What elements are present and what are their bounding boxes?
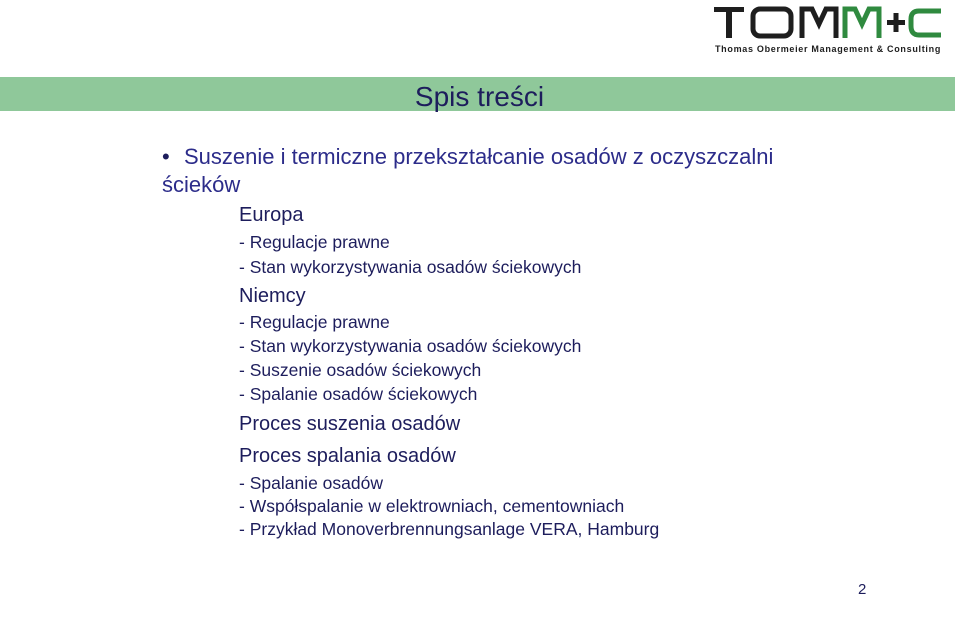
list-item: - Współspalanie w elektrowniach, cementowniach xyxy=(239,496,625,516)
list-item: - Spalanie osadów ściekowych xyxy=(239,384,478,404)
slide-title: Spis treści xyxy=(414,81,545,112)
list-item: - Regulacje prawne xyxy=(239,312,390,332)
list-item: - Przykład Monoverbrennungsanlage VERA, Hamburg xyxy=(239,519,660,539)
list-item: - Spalanie osadów xyxy=(239,473,383,493)
section-heading: Proces spalania osadów xyxy=(239,445,456,467)
list-item: - Suszenie osadów ściekowych xyxy=(239,360,482,380)
company-logo xyxy=(712,4,944,56)
bullet-icon: • xyxy=(162,144,170,169)
main-bullet xyxy=(162,143,842,199)
logo-wordmark xyxy=(712,4,944,56)
section-heading: Europa xyxy=(239,204,304,226)
main-bullet-text: Suszenie i termiczne przekształcanie osadów z oczyszczalni ścieków xyxy=(162,144,774,197)
section-heading: Niemcy xyxy=(239,285,306,307)
page-number: 2 xyxy=(858,581,867,598)
logo-tagline: Thomas Obermeier Management & Consulting xyxy=(714,44,942,54)
list-item: - Stan wykorzystywania osadów ściekowych xyxy=(239,257,582,277)
list-item: - Regulacje prawne xyxy=(239,232,390,252)
list-item: - Stan wykorzystywania osadów ściekowych xyxy=(239,336,582,356)
section-heading: Proces suszenia osadów xyxy=(239,413,461,435)
